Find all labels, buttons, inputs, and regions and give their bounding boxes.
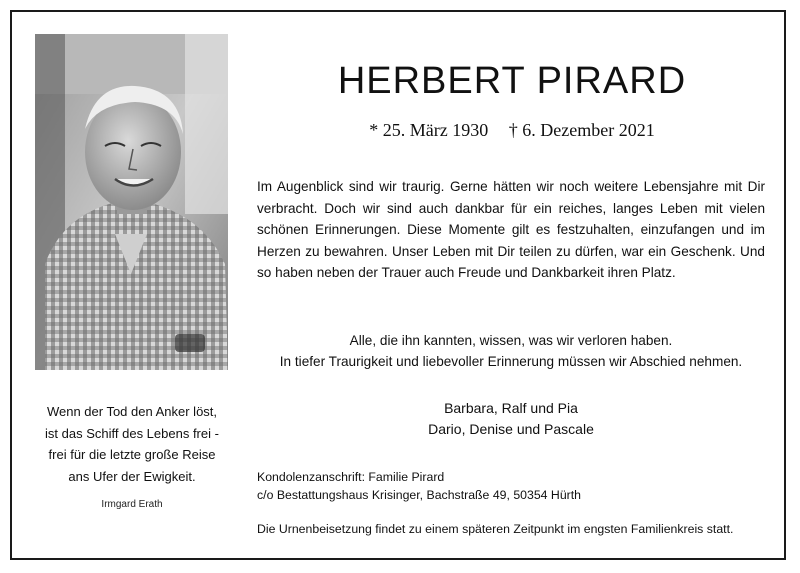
burial-note: Die Urnenbeisetzung findet zu einem späteren Zeitpunkt im engsten Familienkreis statt. — [257, 522, 734, 536]
notice-body: Im Augenblick sind wir traurig. Gerne hätten wir noch weitere Lebensjahre mit Dir verbracht. Doch wir sind auch dankbar für ein reiches, langes Leben mit vielen schönen Erinnerungen. Diese Momente gilt es festzuhalten, einzufangen und im Herzen zu bewahren. Unser Leben mit Dir teilen zu dürfen, war ein Geschenk. Und so haben neben der Trauer auch Freude und Dankbarkeit ihren Platz. — [257, 179, 765, 280]
address-line: c/o Bestattungshaus Krisinger, Bachstraße 49, 50354 Hürth — [257, 488, 582, 502]
death-date: † 6. Dezember 2021 — [508, 120, 655, 140]
address-line: Kondolenzanschrift: Familie Pirard — [257, 470, 445, 484]
poem-line: ans Ufer der Ewigkeit. — [68, 468, 196, 484]
condolence-address — [257, 468, 765, 504]
closing-text — [257, 330, 765, 372]
closing-line: Alle, die ihn kannten, wissen, was wir verloren haben. — [349, 333, 673, 348]
portrait-photo — [35, 34, 228, 370]
poem-author: Irmgard Erath — [101, 499, 163, 510]
closing-line: In tiefer Traurigkeit und liebevoller Erinnerung müssen wir Abschied nehmen. — [279, 354, 743, 369]
family-signatures — [257, 398, 765, 440]
poem — [22, 401, 242, 516]
family-line: Barbara, Ralf und Pia — [444, 400, 578, 416]
poem-line: Wenn der Tod den Anker löst, — [46, 404, 218, 419]
life-dates — [262, 120, 762, 141]
poem-line: frei für die letzte große Reise — [48, 447, 216, 462]
poem-line: ist das Schiff des Lebens frei - — [45, 425, 219, 441]
birth-date: * 25. März 1930 — [369, 120, 489, 140]
deceased-name: HERBERT PIRARD — [337, 60, 687, 102]
family-line: Dario, Denise und Pascale — [428, 421, 594, 437]
